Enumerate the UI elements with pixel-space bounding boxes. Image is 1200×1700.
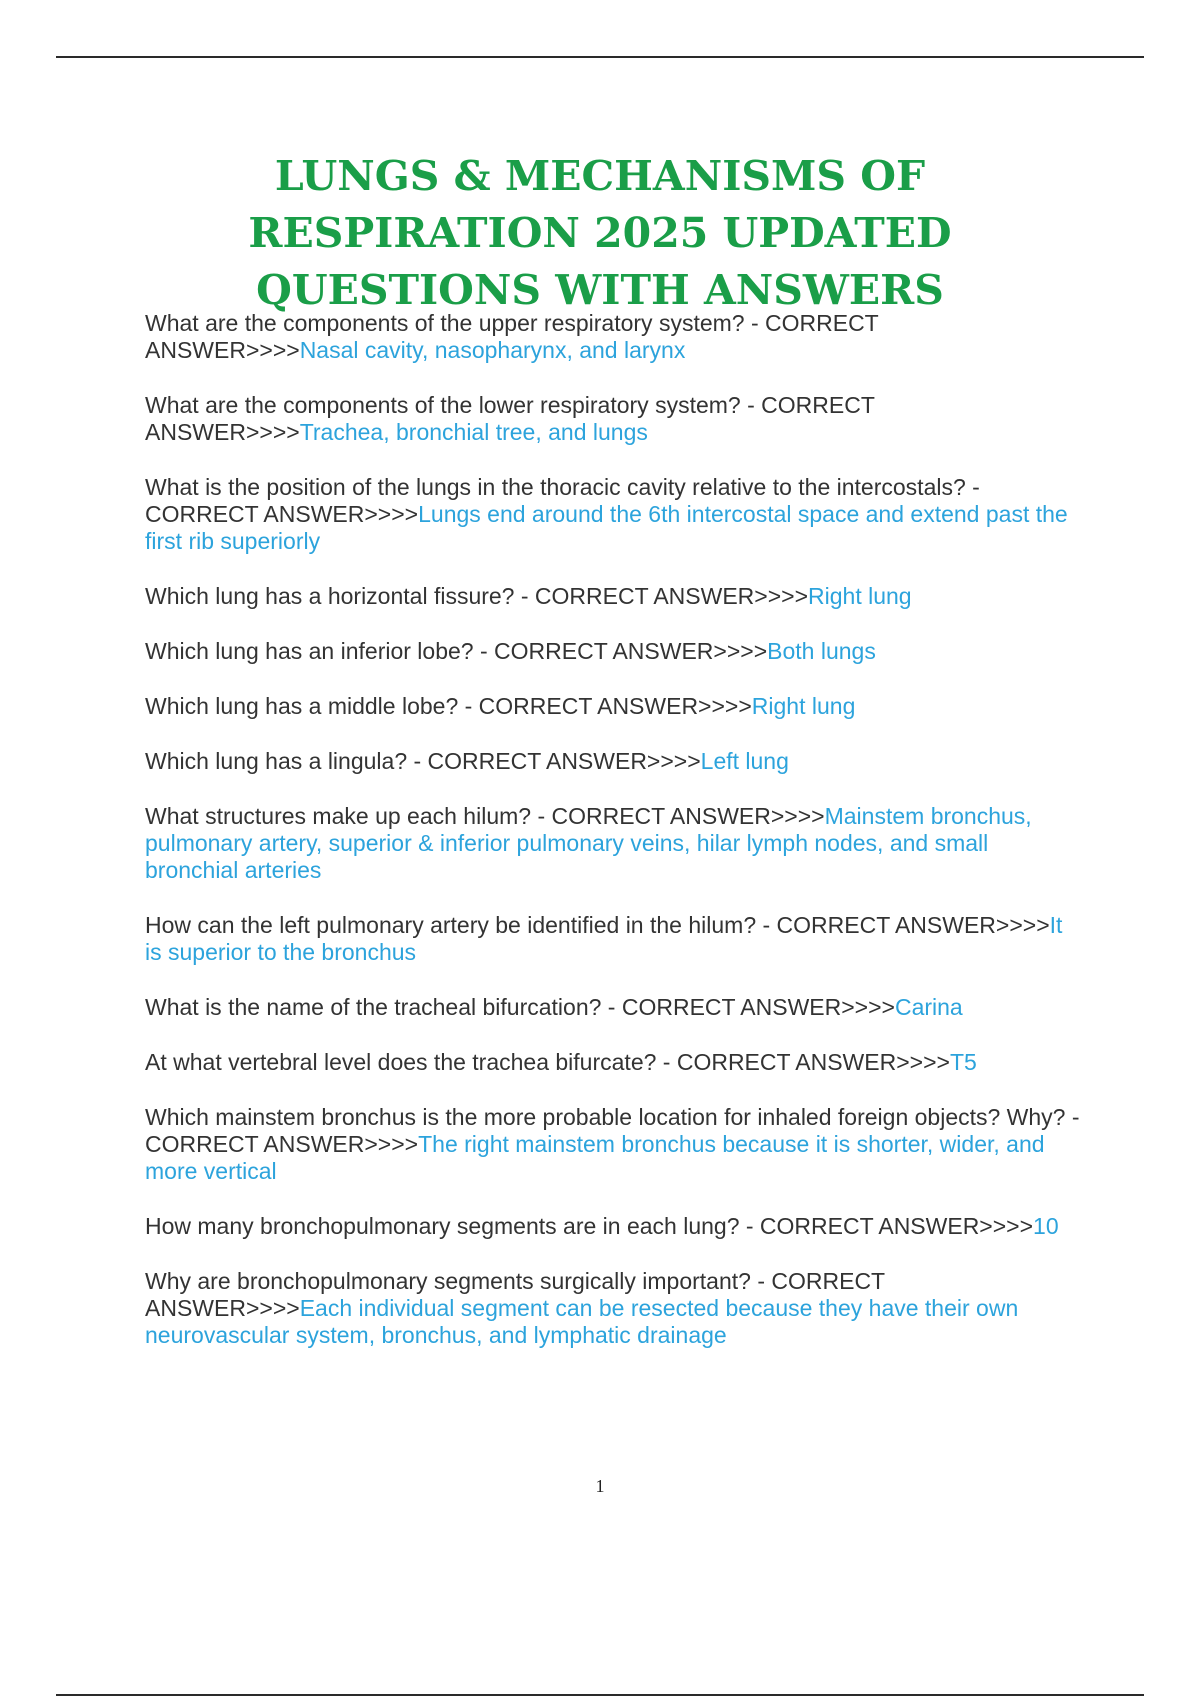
title-line: QUESTIONS WITH ANSWERS bbox=[256, 266, 944, 314]
qa-item bbox=[145, 310, 1085, 364]
title-line: RESPIRATION 2025 UPDATED bbox=[248, 209, 952, 257]
qa-item bbox=[145, 1104, 1085, 1185]
qa-item bbox=[145, 1213, 1085, 1240]
answer-text: Carina bbox=[894, 994, 963, 1020]
qa-item bbox=[145, 583, 1085, 610]
answer-text: Mainstem bronchus, pulmonary artery, superior & inferior pulmonary veins, hilar lymph nodes, and small bronchial arteries bbox=[145, 803, 1032, 883]
answer-text: Nasal cavity, nasopharynx, and larynx bbox=[299, 337, 686, 363]
question-text: How many bronchopulmonary segments are in each lung? - CORRECT ANSWER>>>> bbox=[145, 1213, 1034, 1239]
bottom-rule bbox=[56, 1694, 1144, 1696]
answer-text: Right lung bbox=[808, 583, 912, 609]
answer-text: Right lung bbox=[751, 693, 856, 719]
answer-text: Left lung bbox=[700, 748, 789, 774]
answer-text: Both lungs bbox=[767, 638, 876, 664]
qa-item bbox=[145, 693, 1085, 720]
top-rule bbox=[56, 56, 1144, 58]
answer-text: 10 bbox=[1033, 1213, 1059, 1239]
question-text: Which lung has an inferior lobe? - CORRECT ANSWER>>>> bbox=[145, 638, 768, 664]
answer-text: It is superior to the bronchus bbox=[145, 912, 1063, 965]
answer-text: T5 bbox=[949, 1049, 977, 1075]
qa-item bbox=[145, 994, 1085, 1021]
qa-item bbox=[145, 392, 1085, 446]
question-text: Which lung has a horizontal fissure? - CORRECT ANSWER>>>> bbox=[145, 583, 809, 609]
page-number: 1 bbox=[595, 1476, 605, 1496]
answer-text: The right mainstem bronchus because it is shorter, wider, and more vertical bbox=[145, 1131, 1045, 1184]
question-text: Which lung has a middle lobe? - CORRECT ANSWER>>>> bbox=[145, 693, 752, 719]
question-text: What are the components of the upper respiratory system? - CORRECT ANSWER>>>> bbox=[145, 310, 879, 363]
question-text: Why are bronchopulmonary segments surgically important? - CORRECT ANSWER>>>> bbox=[145, 1268, 885, 1321]
qa-item bbox=[145, 912, 1085, 966]
question-text: What structures make up each hilum? - CORRECT ANSWER>>>> bbox=[145, 803, 825, 829]
question-text: At what vertebral level does the trachea bifurcate? - CORRECT ANSWER>>>> bbox=[145, 1049, 950, 1075]
qa-list bbox=[145, 310, 1085, 1377]
qa-item bbox=[145, 638, 1085, 665]
question-text: Which mainstem bronchus is the more probable location for inhaled foreign objects? Why? - CORRECT ANSWER>>>> bbox=[145, 1104, 1080, 1157]
question-text: Which lung has a lingula? - CORRECT ANSWER>>>> bbox=[145, 748, 701, 774]
qa-item bbox=[145, 474, 1085, 555]
question-text: What are the components of the lower respiratory system? - CORRECT ANSWER>>>> bbox=[145, 392, 875, 445]
question-text: What is the name of the tracheal bifurcation? - CORRECT ANSWER>>>> bbox=[145, 994, 895, 1020]
qa-item bbox=[145, 1268, 1085, 1349]
document-title bbox=[120, 148, 1080, 319]
answer-text: Each individual segment can be resected because they have their own neurovascular system, bronchus, and lymphatic drainage bbox=[145, 1295, 1019, 1348]
title-line: LUNGS & MECHANISMS OF bbox=[274, 152, 926, 200]
qa-item bbox=[145, 748, 1085, 775]
question-text: How can the left pulmonary artery be identified in the hilum? - CORRECT ANSWER>>>> bbox=[145, 912, 1050, 938]
question-text: What is the position of the lungs in the thoracic cavity relative to the intercostals? - CORRECT ANSWER>>>> bbox=[145, 474, 980, 527]
qa-item bbox=[145, 803, 1085, 884]
answer-text: Trachea, bronchial tree, and lungs bbox=[299, 419, 648, 445]
qa-item bbox=[145, 1049, 1085, 1076]
answer-text: Lungs end around the 6th intercostal space and extend past the first rib superiorly bbox=[145, 501, 1068, 554]
